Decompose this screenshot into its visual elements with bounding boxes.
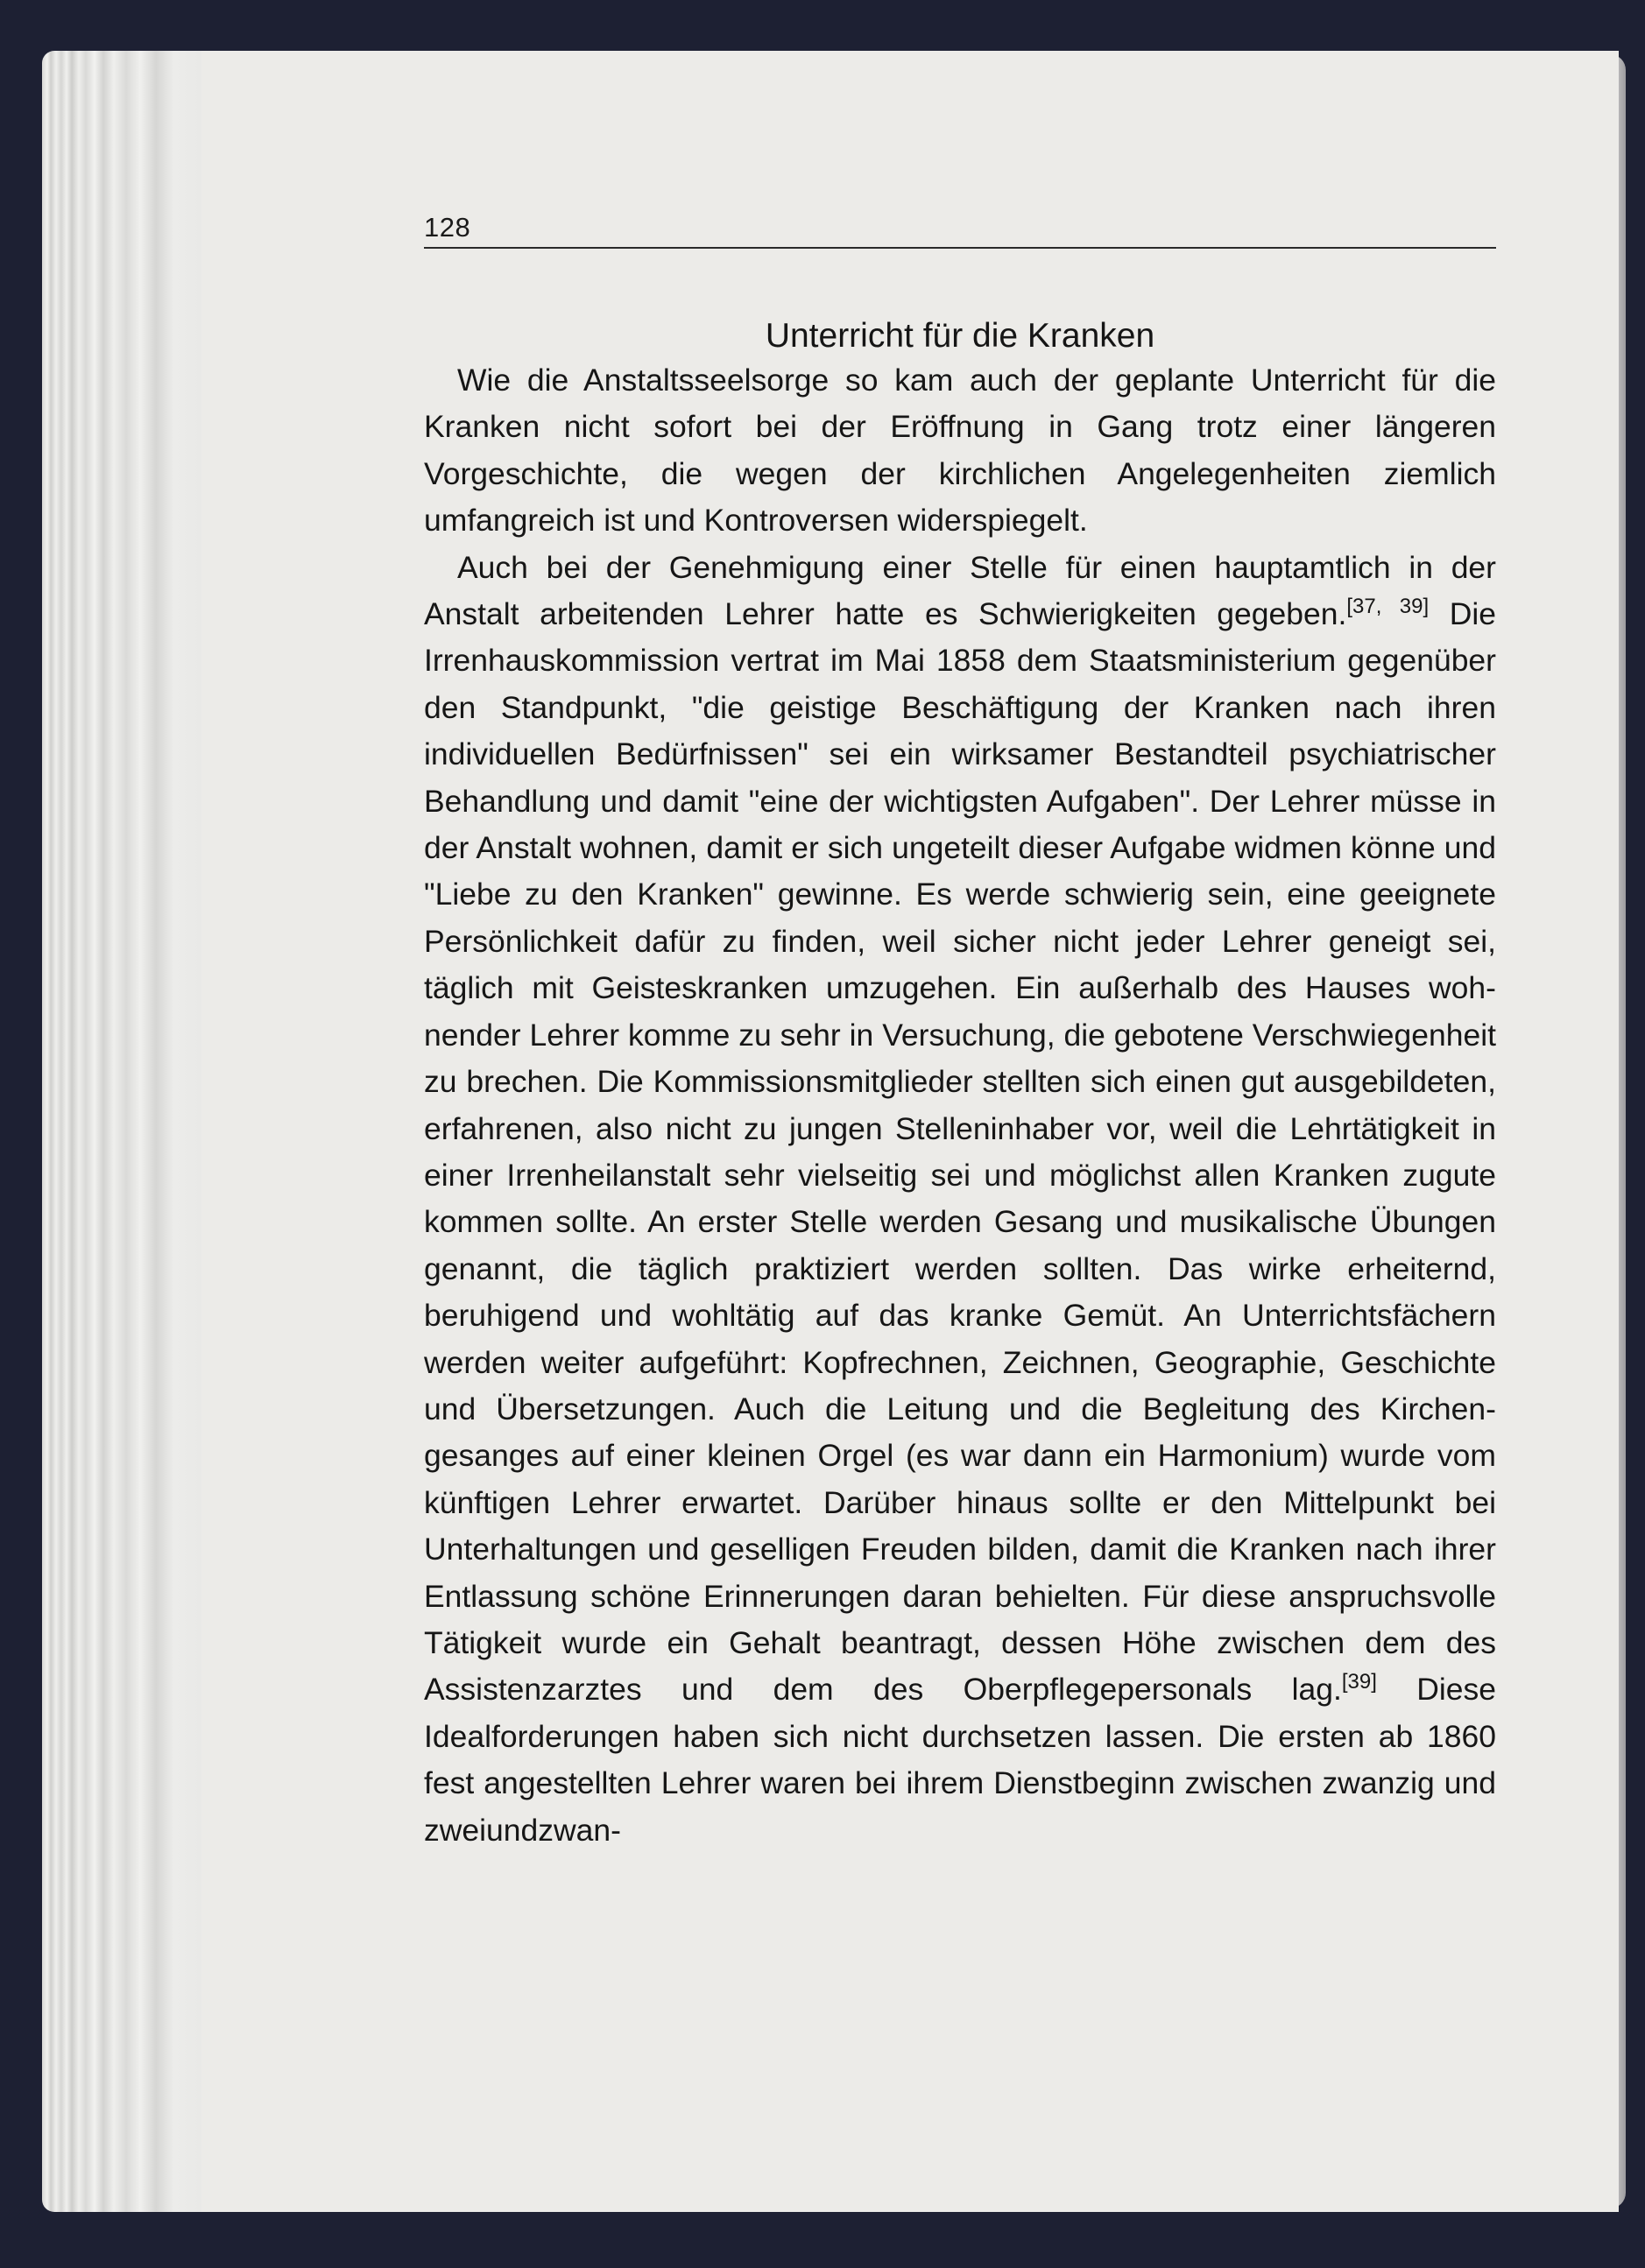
paragraph-1: Wie die Anstaltsseelsorge so kam auch der geplante Unterricht für die Kranken nicht sofort bei der Eröffnung in Gang trotz einer längeren Vorgeschichte, die wegen der kirchlichen Angelegenheiten ziemlich umfangreich ist und Kontroversen widerspiegelt. [424, 363, 1496, 539]
paragraph-2-text-a: Auch bei der Genehmigung einer Stelle für einen hauptamtlich in der Anstalt arbeitenden Lehrer hatte es Schwierigkeiten gegeben. [424, 549, 1496, 632]
running-header [424, 201, 1496, 249]
body-text [424, 357, 1496, 1854]
page-number: 128 [424, 212, 471, 243]
paragraph-2-text-b: Die Irrenhauskommission vertrat im Mai 1858 dem Staatsministerium gegenüber den Standpunkt, "die geistige Beschäftigung der Kranken nach ihren individuellen Bedürfnissen" sei ein wirksamer Bestandteil psychiatrischer Behandlung und damit "eine der wichtigsten Aufgaben". Der Lehrer müsse in der Anstalt wohnen, damit er sich ungeteilt dieser Aufgabe widmen könne und "Liebe zu den Kranken" gewinne. Es werde schwierig sein, eine geeignete Persönlichkeit dafür zu finden, weil sicher nicht jeder Lehrer geneigt sei, täglich mit Geisteskranken umzugehen. Ein außerhalb des Hauses wohnender Lehrer komme zu sehr in Versuchung, die gebotene Verschwiegenheit zu brechen. Die Kommissionsmitglieder stellten sich einen gut ausgebildeten, erfahrenen, also nicht zu jungen Stelleninhaber vor, weil die Lehrtätigkeit in einer Irrenheilanstalt sehr vielseitig sei und möglichst allen Kranken zugute kommen sollte. An erster Stelle werden Gesang und musikalische Übungen genannt, die täglich praktiziert werden sollten. Das wirke erheiternd, beruhigend und wohltätig auf das kranke Gemüt. An Unterrichtsfächern werden weiter aufgeführt: Kopfrechnen, Zeichnen, Geographie, Geschichte und Übersetzungen. Auch die Leitung und die Begleitung des Kirchengesanges auf einer kleinen Orgel (es war dann ein Harmonium) wurde vom künftigen Lehrer erwartet. Darüber hinaus sollte er den Mittelpunkt bei Unterhaltungen und geselligen Freuden bilden, damit die Kranken nach ihrer Entlassung schöne Erinnerungen daran behielten. Für diese anspruchsvolle Tätigkeit wurde ein Gehalt beantragt, dessen Höhe zwischen dem des Assistenzarztes und dem des Oberpflegepersonals lag. [424, 596, 1496, 1708]
citation-37-39: [37, 39] [1346, 595, 1430, 619]
section-title: Unterricht für die Kranken [765, 317, 1155, 355]
citation-39: [39] [1341, 1670, 1377, 1694]
paragraph-2-text-c: Diese Idealforderungen haben sich nicht durchsetzen lassen. Die ersten ab 1860 fest angestellten Lehrer waren bei ihrem Dienstbeginn zwischen zwanzig und zweiundzwan- [424, 1672, 1496, 1848]
paragraph-2 [424, 545, 1496, 1854]
